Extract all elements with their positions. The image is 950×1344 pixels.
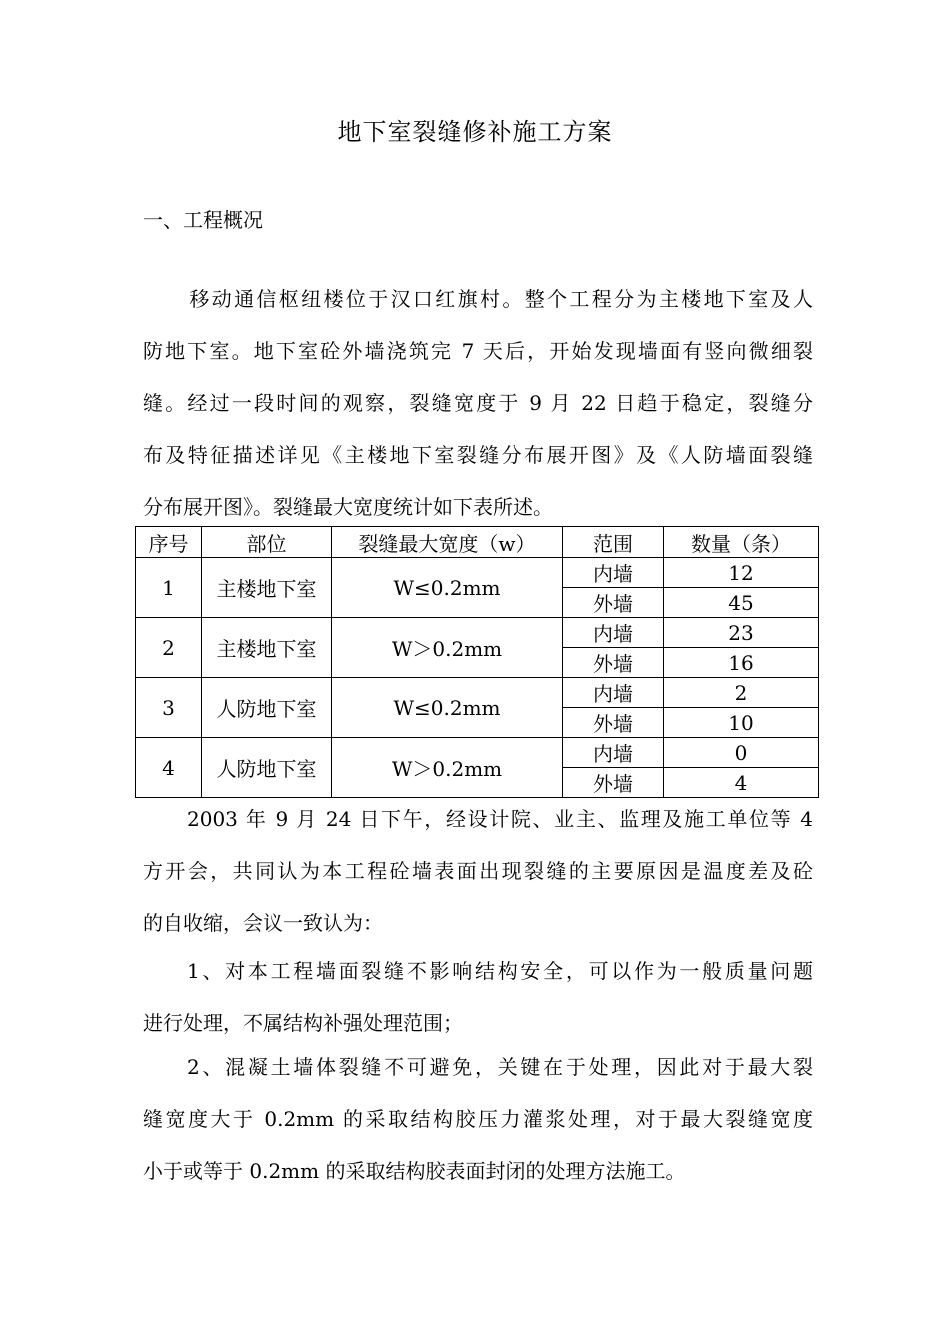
header-no: 序号 bbox=[136, 527, 202, 558]
cell-count: 0 bbox=[664, 738, 819, 768]
cell-count: 4 bbox=[664, 768, 819, 798]
header-range: 范围 bbox=[563, 527, 664, 558]
text-line: 2003 年 9 月 24 日下午，经设计院、业主、监理及施工单位等 4 bbox=[187, 807, 813, 831]
cell-no: 2 bbox=[136, 618, 202, 678]
cell-no: 3 bbox=[136, 678, 202, 738]
cell-count: 10 bbox=[664, 708, 819, 738]
cell-width: W＞0.2mm bbox=[332, 738, 563, 798]
table-row bbox=[136, 618, 819, 648]
text-line: 移动通信枢纽楼位于汉口红旗村。整个工程分为主楼地下室及人 bbox=[187, 287, 813, 311]
text-line: 的自收缩，会议一致认为： bbox=[143, 911, 383, 935]
text-line: 缝。经过一段时间的观察，裂缝宽度于 9 月 22 日趋于稳定，裂缝分 bbox=[143, 391, 813, 415]
cell-range: 内墙 bbox=[563, 618, 664, 648]
paragraph-conclusion-1 bbox=[143, 945, 813, 1049]
cell-count: 12 bbox=[664, 558, 819, 588]
table-row bbox=[136, 738, 819, 768]
cell-width: W≤0.2mm bbox=[332, 558, 563, 618]
cell-count: 23 bbox=[664, 618, 819, 648]
text-line: 分布展开图》。裂缝最大宽度统计如下表所述。 bbox=[143, 495, 553, 519]
cell-count: 2 bbox=[664, 678, 819, 708]
text-line: 方开会，共同认为本工程砼墙表面出现裂缝的主要原因是温度差及砼 bbox=[143, 859, 813, 883]
text-line: 小于或等于 0.2mm 的采取结构胶表面封闭的处理方法施工。 bbox=[143, 1159, 686, 1183]
paragraph-meeting bbox=[143, 793, 813, 949]
header-location: 部位 bbox=[202, 527, 332, 558]
paragraph-overview bbox=[143, 273, 813, 533]
text-line: 1、对本工程墙面裂缝不影响结构安全，可以作为一般质量问题 bbox=[187, 959, 813, 983]
text-line: 防地下室。地下室砼外墙浇筑完 7 天后，开始发现墙面有竖向微细裂 bbox=[143, 339, 813, 363]
cell-range: 外墙 bbox=[563, 588, 664, 618]
cell-range: 内墙 bbox=[563, 558, 664, 588]
section-heading: 一、工程概况 bbox=[143, 208, 263, 232]
cell-range: 外墙 bbox=[563, 708, 664, 738]
cell-no: 4 bbox=[136, 738, 202, 798]
cell-location: 主楼地下室 bbox=[202, 618, 332, 678]
paragraph-conclusion-2 bbox=[143, 1041, 813, 1197]
cell-count: 16 bbox=[664, 648, 819, 678]
table-row bbox=[136, 678, 819, 708]
cell-width: W≤0.2mm bbox=[332, 678, 563, 738]
table-row bbox=[136, 558, 819, 588]
cell-range: 外墙 bbox=[563, 768, 664, 798]
text-line: 缝宽度大于 0.2mm 的采取结构胶压力灌浆处理，对于最大裂缝宽度 bbox=[143, 1107, 813, 1131]
cell-location: 人防地下室 bbox=[202, 678, 332, 738]
cell-range: 内墙 bbox=[563, 738, 664, 768]
header-width: 裂缝最大宽度（w） bbox=[332, 527, 563, 558]
table-header-row bbox=[136, 527, 819, 558]
crack-width-table bbox=[135, 526, 819, 798]
header-count: 数量（条） bbox=[664, 527, 819, 558]
text-line: 2、混凝土墙体裂缝不可避免，关键在于处理，因此对于最大裂 bbox=[187, 1055, 813, 1079]
cell-location: 主楼地下室 bbox=[202, 558, 332, 618]
cell-no: 1 bbox=[136, 558, 202, 618]
text-line: 进行处理，不属结构补强处理范围； bbox=[143, 1011, 463, 1035]
cell-range: 外墙 bbox=[563, 648, 664, 678]
cell-width: W＞0.2mm bbox=[332, 618, 563, 678]
cell-count: 45 bbox=[664, 588, 819, 618]
document-title: 地下室裂缝修补施工方案 bbox=[337, 118, 613, 146]
cell-range: 内墙 bbox=[563, 678, 664, 708]
cell-location: 人防地下室 bbox=[202, 738, 332, 798]
text-line: 布及特征描述详见《主楼地下室裂缝分布展开图》及《人防墙面裂缝 bbox=[143, 443, 813, 467]
